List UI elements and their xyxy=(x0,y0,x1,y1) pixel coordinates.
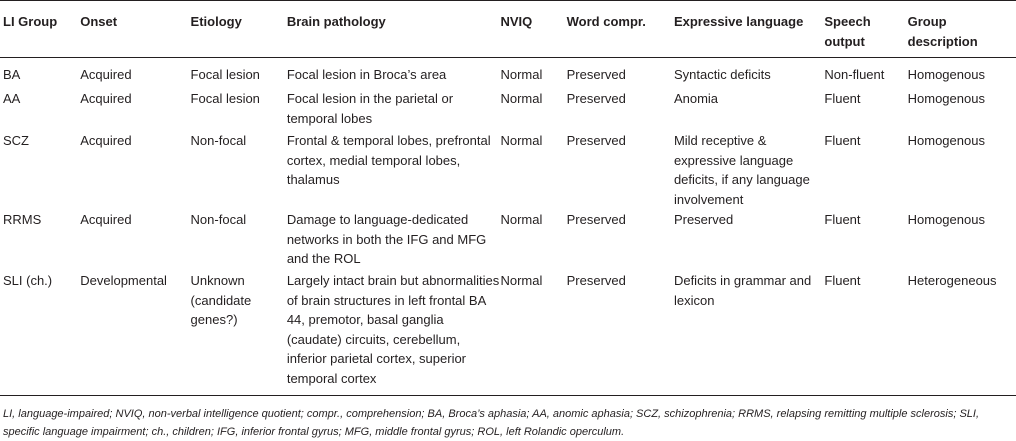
table-row xyxy=(0,131,1016,210)
table-row xyxy=(0,58,1016,90)
cell-etiology: Non-focal xyxy=(190,212,247,227)
cell-expressive-language: Mild receptive & expressive language deficits, if any language involvement xyxy=(673,133,810,207)
table-footnote: LI, language-impaired; NVIQ, non-verbal intelligence quotient; compr., comprehension; BA, Broca’s aphasia; AA, anomic aphasia; SCZ, schizophrenia; RRMS, relapsing remitting multiple sclerosis; SLI, specific language impairment; ch., children; IFG, inferior frontal gyrus; MFG, middle frontal gyrus; ROL, left Rolandic operculum. xyxy=(3,408,980,438)
header-group-description: Group description xyxy=(908,1,1016,58)
cell-word-compr: Preserved xyxy=(566,273,626,288)
cell-etiology: Focal lesion xyxy=(190,67,260,82)
cell-expressive-language: Preserved xyxy=(673,212,734,227)
cell-nviq: Normal xyxy=(500,212,543,227)
cell-speech-output: Fluent xyxy=(824,273,861,288)
header-li-group: LI Group xyxy=(0,1,80,58)
header-word-compr: Word compr. xyxy=(567,1,674,58)
cell-group-description: Homogenous xyxy=(907,91,985,106)
cell-etiology: Unknown (candidate genes?) xyxy=(190,273,252,327)
cell-nviq: Normal xyxy=(500,273,543,288)
header-brain-pathology: Brain pathology xyxy=(287,1,501,58)
cell-li-group: RRMS xyxy=(3,212,42,227)
header-onset: Onset xyxy=(80,1,190,58)
cell-onset: Developmental xyxy=(80,273,167,288)
cell-li-group: SLI (ch.) xyxy=(3,273,53,288)
cell-expressive-language: Deficits in grammar and lexicon xyxy=(673,273,812,308)
header-speech-output: Speech output xyxy=(824,1,907,58)
cell-brain-pathology: Focal lesion in Broca’s area xyxy=(286,67,447,82)
cell-onset: Acquired xyxy=(80,133,132,148)
cell-etiology: Non-focal xyxy=(190,133,247,148)
cell-word-compr: Preserved xyxy=(566,67,626,82)
table-header-row xyxy=(0,1,1016,58)
cell-expressive-language: Syntactic deficits xyxy=(673,67,771,82)
cell-word-compr: Preserved xyxy=(566,91,626,106)
cell-speech-output: Fluent xyxy=(824,91,861,106)
header-nviq: NVIQ xyxy=(500,1,566,58)
cell-word-compr: Preserved xyxy=(566,212,626,227)
cell-speech-output: Fluent xyxy=(824,133,861,148)
cell-speech-output: Non-fluent xyxy=(824,67,885,82)
cell-brain-pathology: Damage to language-dedicated networks in both the IFG and MFG and the ROL xyxy=(286,212,487,266)
table-bottom-rule xyxy=(0,395,1016,396)
cell-brain-pathology: Focal lesion in the parietal or temporal lobes xyxy=(286,91,454,126)
cell-speech-output: Fluent xyxy=(824,212,861,227)
cell-li-group: BA xyxy=(3,67,21,82)
cell-li-group: AA xyxy=(3,91,21,106)
cell-etiology: Focal lesion xyxy=(190,91,260,106)
cell-word-compr: Preserved xyxy=(566,133,626,148)
cell-brain-pathology: Largely intact brain but abnormalities of brain structures in left frontal BA 44, premotor, basal ganglia (caudate) circuits, cerebellum, inferior parietal cortex, superior temporal cortex xyxy=(286,273,500,386)
table-row xyxy=(0,210,1016,271)
cell-onset: Acquired xyxy=(80,212,132,227)
header-etiology: Etiology xyxy=(191,1,287,58)
cell-onset: Acquired xyxy=(80,91,132,106)
cell-nviq: Normal xyxy=(500,91,543,106)
cell-onset: Acquired xyxy=(80,67,132,82)
cell-nviq: Normal xyxy=(500,133,543,148)
cell-li-group: SCZ xyxy=(3,133,29,148)
cell-group-description: Homogenous xyxy=(907,67,985,82)
cell-group-description: Homogenous xyxy=(907,212,985,227)
cell-expressive-language: Anomia xyxy=(673,91,719,106)
cell-brain-pathology: Frontal & temporal lobes, prefrontal cortex, medial temporal lobes, thalamus xyxy=(286,133,491,187)
cell-group-description: Homogenous xyxy=(907,133,985,148)
table-row xyxy=(0,89,1016,131)
header-expressive-language: Expressive language xyxy=(674,1,824,58)
table-row xyxy=(0,271,1016,391)
cell-nviq: Normal xyxy=(500,67,543,82)
cell-group-description: Heterogeneous xyxy=(907,273,997,288)
